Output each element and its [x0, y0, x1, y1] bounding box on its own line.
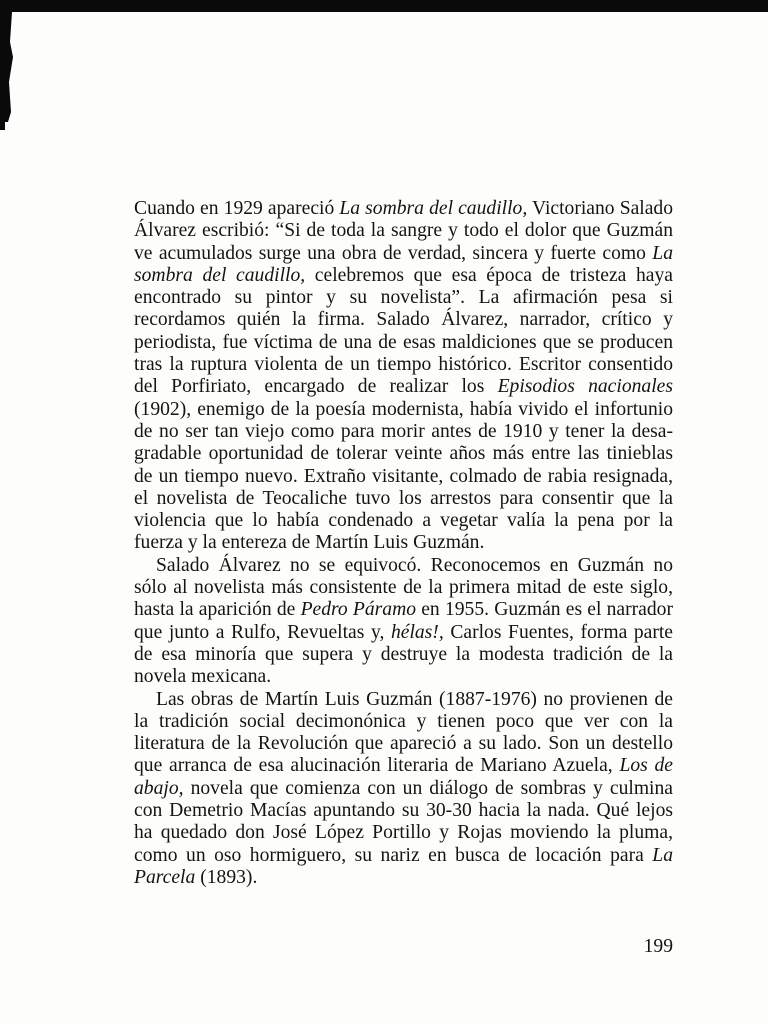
paragraph: [134, 689, 673, 890]
text-run: Las obras de Martín Luis Guzmán (1887-1976) no provienen de la tradición social decimonónica y tienen poco que ver con la literatura de la Revolución que apareció a su lado. Son un destello que arranca de esa alucinación literaria de Mariano Azuela,: [134, 688, 673, 777]
text-run: en 1955. Guzmán es el narrador que junto a Rulfo, Revueltas y,: [134, 599, 673, 643]
text-run: celebremos que esa época de tristeza haya encontrado su pintor y su novelista”. La afirmación pesa si recordamos quién la firma. Salado Álvarez, narrador, crítico y periodista, fue víctima de una de esas maldiciones que se producen tras la ruptura violenta de un tiempo histórico. Escritor consentido del Porfiriato, encargado de realizar los: [134, 264, 673, 398]
page-number: 199: [643, 936, 673, 957]
text-run: novela que comienza con un diálogo de sombras y culmina con Demetrio Macías apuntando su 30-30 hacia la nada. Qué lejos ha quedado don José López Portillo y Rojas moviendo la pluma, como un oso hormiguero, su nariz en busca de locación para: [134, 777, 673, 866]
paragraph: [134, 555, 673, 689]
text-run: Salado Álvarez no se equivocó. Reconocemos en Guzmán no sólo al novelista más consistente de la primera mitad de este siglo, hasta la aparición de: [134, 554, 673, 621]
italic-title: Los de abajo,: [134, 755, 673, 799]
italic-title: La sombra del caudillo,: [339, 198, 528, 219]
italic-title: Episodios nacionales: [497, 376, 673, 398]
body-text: [134, 198, 673, 889]
text-run: Victoriano Salado Álvarez escribió: “Si de toda la sangre y todo el dolor que Guzmán ve acumulados surge una obra de verdad, sincera y fuerte como: [134, 198, 674, 264]
scan-border-top: [0, 0, 768, 12]
text-run: Carlos Fuentes, forma parte de esa minoría que supera y destruye la modesta tradición de la novela mexicana.: [134, 621, 674, 688]
italic-title: hélas!,: [390, 621, 444, 643]
italic-title: Pedro Páramo: [300, 599, 417, 621]
paragraph: [134, 198, 673, 555]
italic-title: La Parcela: [134, 844, 673, 888]
italic-title: La sombra del caudillo,: [134, 242, 673, 286]
scan-edge-mark: [5, 12, 15, 122]
text-run: (1893).: [195, 866, 258, 888]
text-run: Cuando en 1929 apareció: [134, 198, 340, 219]
text-run: (1902), enemigo de la poesía modernista, había vivido el infortunio de no ser tan viejo como para morir antes de 1910 y tener la desagradable oportunidad de tolerar veinte años más entre las tinieblas de un tiempo nuevo. Extraño visitante, colmado de rabia resignada, el novelista de Teocaliche tuvo los arrestos para consentir que la violencia que lo había condenado a vegetar valía la pena por la fuerza y la entereza de Martín Luis Guzmán.: [134, 398, 673, 554]
